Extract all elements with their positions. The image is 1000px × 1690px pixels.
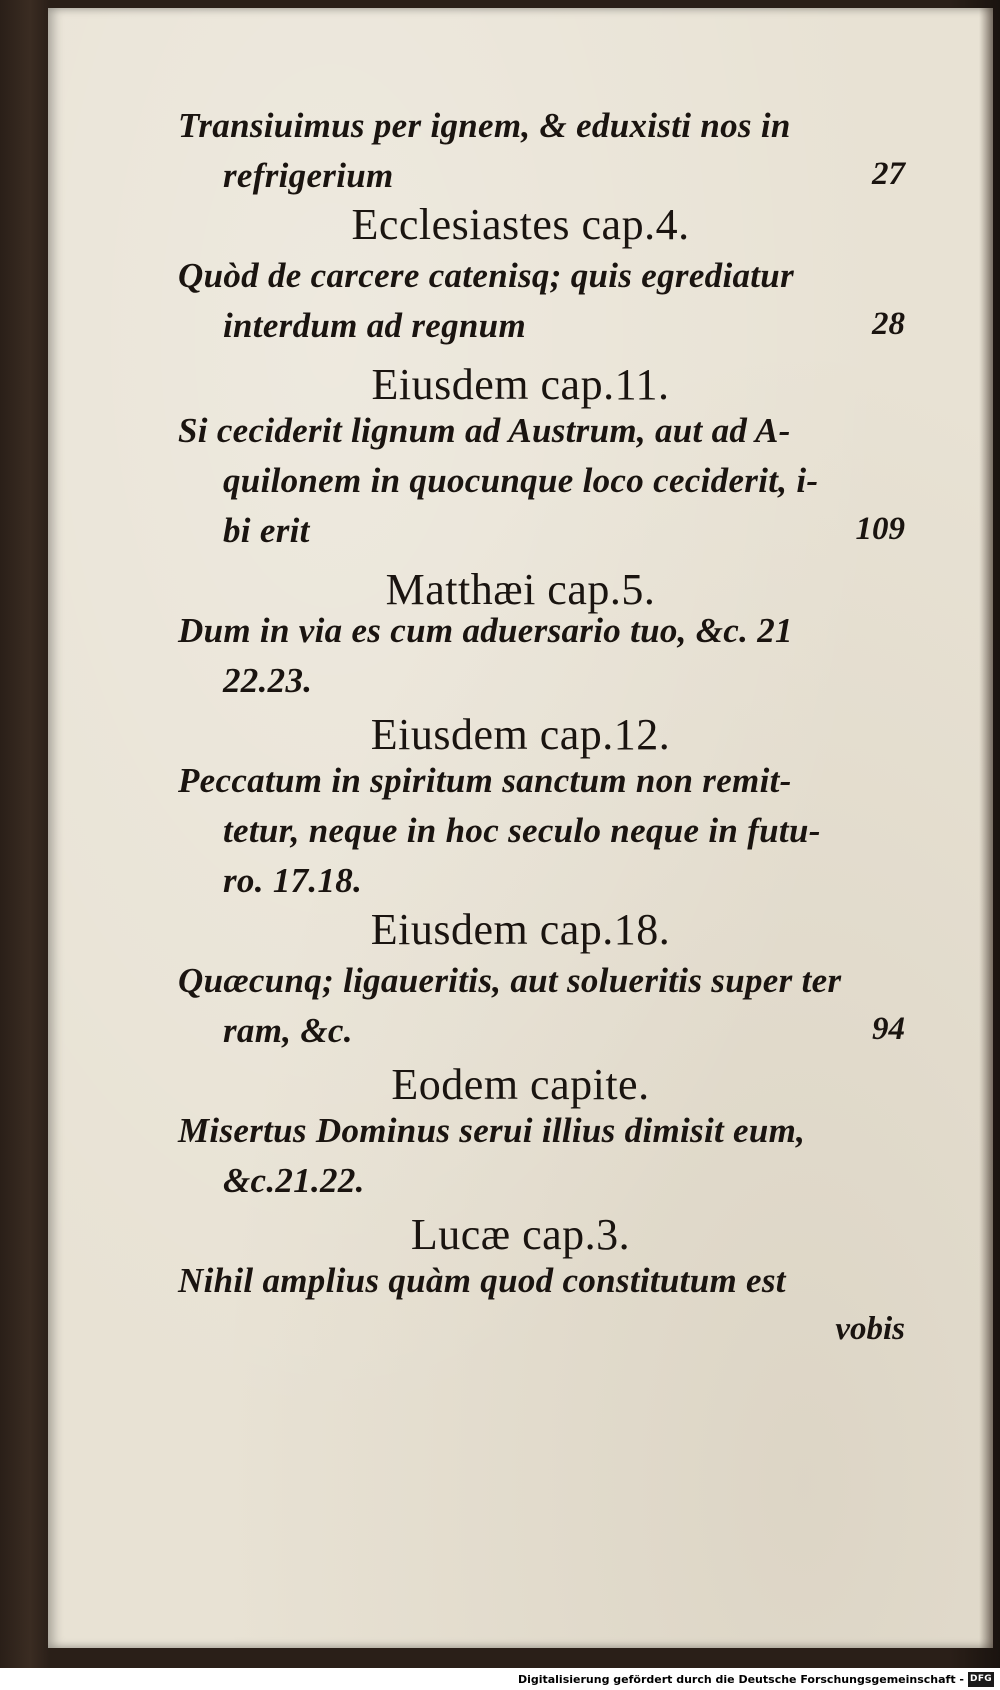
section-heading: Lucæ cap.3. bbox=[410, 1210, 631, 1259]
section-heading: Ecclesiastes cap.4. bbox=[351, 200, 690, 249]
index-entry-line: ro. 17.18. bbox=[223, 861, 363, 900]
section-heading: Eiusdem cap.18. bbox=[370, 905, 671, 954]
page-reference: 94 bbox=[872, 1011, 905, 1047]
footer-bar bbox=[0, 1668, 1000, 1690]
section-heading: Eiusdem cap.11. bbox=[371, 360, 670, 409]
index-entry-line: Misertus Dominus serui illius dimisit eum, bbox=[178, 1111, 806, 1150]
index-entry-line: Quòd de carcere catenisq; quis egrediatur bbox=[178, 256, 794, 295]
dfg-logo: DFG bbox=[968, 1672, 994, 1687]
page-reference: 109 bbox=[855, 511, 905, 547]
footer-credit: Digitalisierung gefördert durch die Deutsche Forschungsgemeinschaft - bbox=[517, 1673, 964, 1686]
index-entry-line: interdum ad regnum bbox=[223, 306, 526, 345]
page-reference: 28 bbox=[872, 306, 905, 342]
index-entry-line: Dum in via es cum aduersario tuo, &c. 21 bbox=[178, 611, 793, 650]
section-heading: Eiusdem cap.12. bbox=[370, 710, 671, 759]
index-entry-line: &c.21.22. bbox=[223, 1161, 365, 1200]
index-entry-line: Quæcunq; ligaueritis, aut solueritis super ter bbox=[178, 961, 842, 1000]
page-reference: 27 bbox=[872, 156, 905, 192]
section-heading: Matthæi cap.5. bbox=[385, 565, 656, 614]
index-entry-line: Nihil amplius quàm quod constitutum est bbox=[178, 1261, 786, 1300]
index-entry-line: quilonem in quocunque loco ceciderit, i- bbox=[223, 461, 819, 500]
index-entry-line: 22.23. bbox=[223, 661, 313, 700]
section-heading: Eodem capite. bbox=[391, 1060, 650, 1109]
page-content bbox=[48, 8, 993, 1648]
index-entry-line: ram, &c. bbox=[223, 1011, 353, 1050]
index-entry-line: refrigerium bbox=[223, 156, 394, 195]
book-page bbox=[48, 8, 993, 1648]
index-entry-line: bi erit bbox=[223, 511, 310, 550]
index-entry-line: Si ceciderit lignum ad Austrum, aut ad A- bbox=[178, 411, 791, 450]
index-entry-line: Peccatum in spiritum sanctum non remit- bbox=[178, 761, 792, 800]
index-entry-line: Transiuimus per ignem, & eduxisti nos in bbox=[178, 106, 791, 145]
index-entry-line: tetur, neque in hoc seculo neque in futu- bbox=[223, 811, 821, 850]
catchword: vobis bbox=[835, 1311, 905, 1347]
